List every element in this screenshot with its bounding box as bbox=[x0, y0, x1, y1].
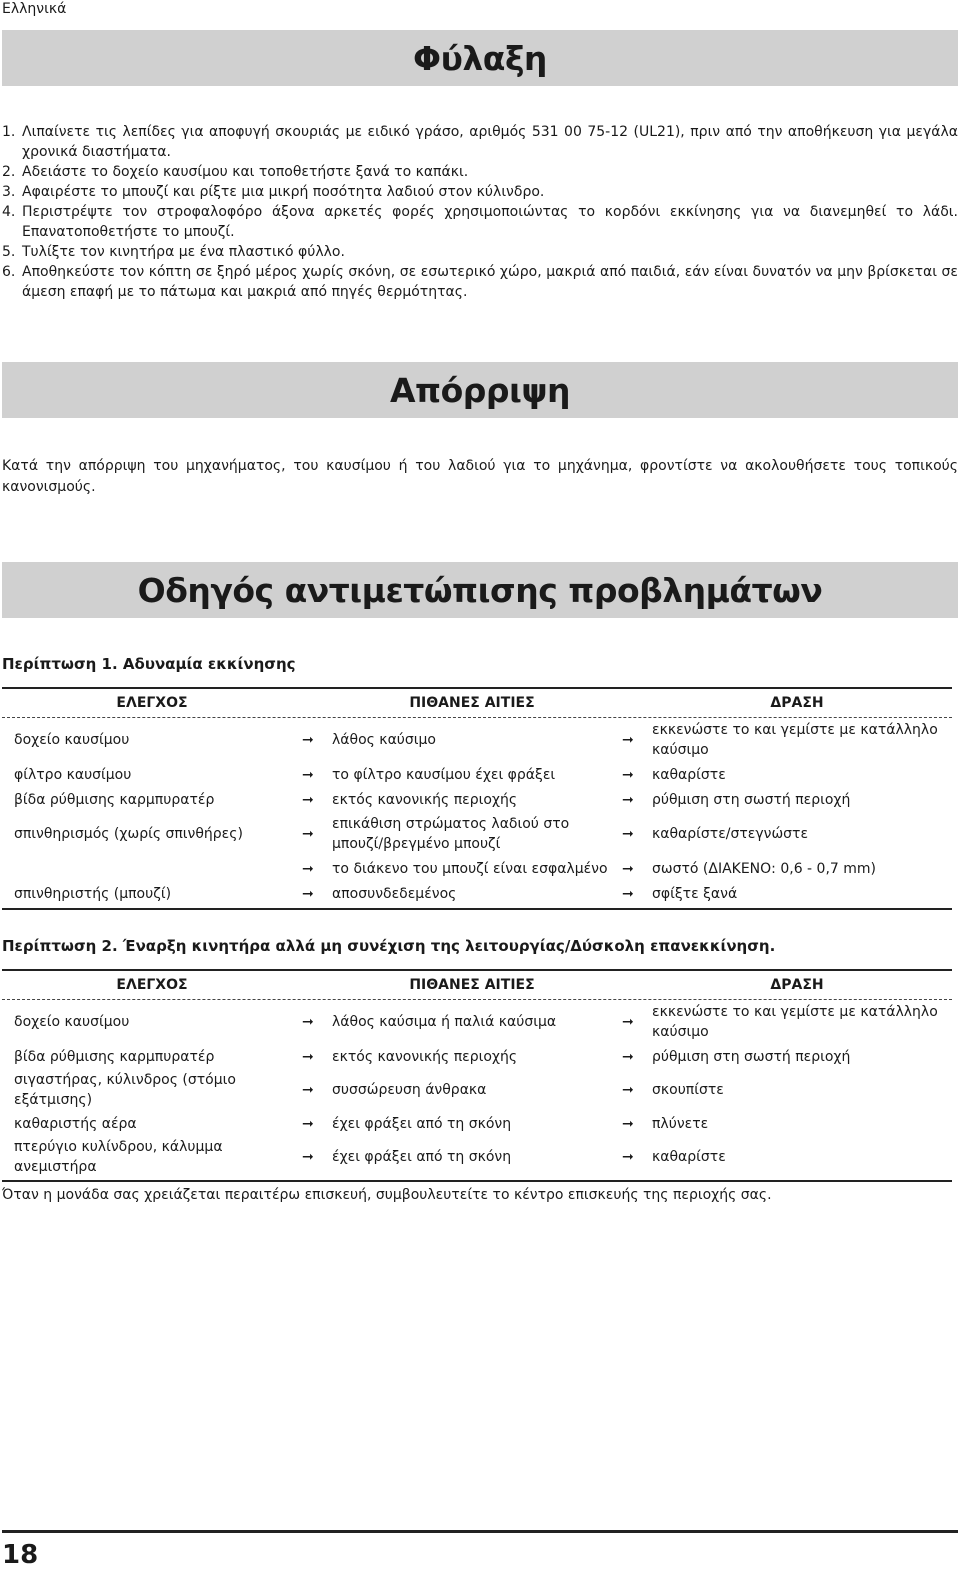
arrow-right-icon: ➞ bbox=[622, 826, 634, 842]
table-header bbox=[2, 969, 952, 1000]
arrow-right-icon: ➞ bbox=[302, 1115, 314, 1132]
list-item: 6. Αποθηκεύστε τον κόπτη σε ξηρό μέρος χωρίς σκόνη, σε εσωτερικό χώρο, μακριά από παιδιά, εάν είναι δυνατόν να μην βρίσκεται σε άμεση επαφή με το πάτωμα και μακριά από πηγές θερμότητας. bbox=[2, 264, 958, 300]
table-row: σιγαστήρας, κύλινδρος (στόμιο εξάτμισης) ➞ συσσώρευση άνθρακα ➞ σκουπίστε bbox=[14, 1072, 724, 1108]
header-causes: ΠΙΘΑΝΕΣ ΑΙΤΙΕΣ bbox=[409, 977, 535, 993]
storage-title: Φύλαξη bbox=[413, 38, 547, 78]
table-row: βίδα ρύθμισης καρμπυρατέρ ➞ εκτός κανονικής περιοχής ➞ ρύθμιση στη σωστή περιοχή bbox=[14, 1048, 851, 1065]
disposal-banner bbox=[2, 362, 958, 418]
list-item: 4. Περιστρέψτε τον στροφαλοφόρο άξονα αρκετές φορές χρησιμοποιώντας το κορδόνι εκκίνησης για να διανεμηθεί το λάδι. Επανατοποθετήστε το μπουζί. bbox=[2, 204, 958, 240]
arrow-right-icon: ➞ bbox=[622, 860, 634, 877]
arrow-right-icon: ➞ bbox=[302, 766, 314, 783]
troubleshooting-banner bbox=[2, 562, 958, 618]
bottom-rule bbox=[2, 1530, 958, 1533]
header-action: ΔΡΑΣΗ bbox=[770, 695, 824, 711]
table-body bbox=[2, 718, 952, 910]
table-row: σπινθηριστής (μπουζί) ➞ αποσυνδεδεμένος ➞ σφίξτε ξανά bbox=[14, 885, 738, 902]
list-item: 5. Τυλίξτε τον κινητήρα με ένα πλαστικό φύλλο. bbox=[2, 244, 345, 260]
arrow-right-icon: ➞ bbox=[302, 1149, 314, 1165]
table-header bbox=[2, 687, 952, 718]
arrow-right-icon: ➞ bbox=[302, 791, 314, 808]
arrow-right-icon: ➞ bbox=[622, 791, 634, 808]
case2-title: Περίπτωση 2. Έναρξη κινητήρα αλλά μη συνέχιση της λειτουργίας/Δύσκολη επανεκκίνηση. bbox=[2, 937, 776, 955]
repair-note: Όταν η μονάδα σας χρειάζεται περαιτέρω επισκευή, συμβουλευτείτε το κέντρο επισκευής της περιοχής σας. bbox=[2, 1187, 772, 1203]
arrow-right-icon: ➞ bbox=[302, 732, 314, 748]
header-check: ΕΛΕΓΧΟΣ bbox=[116, 977, 188, 993]
arrow-right-icon: ➞ bbox=[622, 1149, 634, 1165]
table-row: πτερύγιο κυλίνδρου, κάλυμμα ανεμιστήρα ➞ έχει φράξει από τη σκόνη ➞ καθαρίστε bbox=[14, 1139, 726, 1175]
table-row: φίλτρο καυσίμου ➞ το φίλτρο καυσίμου έχει φράξει ➞ καθαρίστε bbox=[14, 766, 726, 783]
arrow-right-icon: ➞ bbox=[622, 732, 634, 748]
table-row: δοχείο καυσίμου ➞ λάθος καύσιμα ή παλιά καύσιμα ➞ εκκενώστε το και γεμίστε με κατάλληλο καύσιμο bbox=[14, 1004, 938, 1040]
table-body bbox=[2, 1000, 952, 1182]
table-row: δοχείο καυσίμου ➞ λάθος καύσιμο ➞ εκκενώστε το και γεμίστε με κατάλληλο καύσιμο bbox=[14, 722, 938, 758]
language-label: Ελληνικά bbox=[2, 1, 67, 17]
list-item: 1. Λιπαίνετε τις λεπίδες για αποφυγή σκουριάς με ειδικό γράσο, αριθμός 531 00 75-12 (UL21), πριν από την αποθήκευση για μεγάλα χρονικά διαστήματα. bbox=[2, 124, 958, 160]
table-row: βίδα ρύθμισης καρμπυρατέρ ➞ εκτός κανονικής περιοχής ➞ ρύθμιση στη σωστή περιοχή bbox=[14, 791, 851, 808]
arrow-right-icon: ➞ bbox=[622, 1115, 634, 1132]
header-action: ΔΡΑΣΗ bbox=[770, 977, 824, 993]
disposal-title: Απόρριψη bbox=[389, 370, 571, 410]
arrow-right-icon: ➞ bbox=[622, 885, 634, 902]
arrow-right-icon: ➞ bbox=[302, 826, 314, 842]
storage-banner bbox=[2, 30, 958, 86]
storage-steps bbox=[2, 122, 958, 302]
header-causes: ΠΙΘΑΝΕΣ ΑΙΤΙΕΣ bbox=[409, 695, 535, 711]
arrow-right-icon: ➞ bbox=[302, 1082, 314, 1098]
arrow-right-icon: ➞ bbox=[302, 885, 314, 902]
arrow-right-icon: ➞ bbox=[302, 860, 314, 877]
list-item: 3. Αφαιρέστε το μπουζί και ρίξτε μια μικρή ποσότητα λαδιού στον κύλινδρο. bbox=[2, 184, 545, 200]
table-row: ➞ το διάκενο του μπουζί είναι εσφαλμένο ➞ σωστό (ΔΙΑΚΕΝΟ: 0,6 - 0,7 mm) bbox=[302, 860, 877, 877]
arrow-right-icon: ➞ bbox=[302, 1014, 314, 1030]
header-check: ΕΛΕΓΧΟΣ bbox=[116, 695, 188, 711]
arrow-right-icon: ➞ bbox=[622, 1048, 634, 1065]
table-row: σπινθηρισμός (χωρίς σπινθήρες) ➞ επικάθιση στρώματος λαδιού στο μπουζί/βρεγμένο μπουζί ➞ καθαρίστε/στεγνώστε bbox=[14, 816, 809, 852]
table-row: καθαριστής αέρα ➞ έχει φράξει από τη σκόνη ➞ πλύνετε bbox=[14, 1115, 709, 1132]
case2-table bbox=[2, 969, 952, 1182]
case1-table bbox=[2, 687, 952, 910]
disposal-text: Κατά την απόρριψη του μηχανήματος, του καυσίμου ή του λαδιού για το μηχάνημα, φροντίστε να ακολουθήσετε τους τοπικούς κανονισμούς. bbox=[2, 458, 958, 495]
case1-title: Περίπτωση 1. Αδυναμία εκκίνησης bbox=[2, 655, 296, 673]
arrow-right-icon: ➞ bbox=[622, 1082, 634, 1098]
arrow-right-icon: ➞ bbox=[302, 1048, 314, 1065]
arrow-right-icon: ➞ bbox=[622, 766, 634, 783]
list-item: 2. Αδειάστε το δοχείο καυσίμου και τοποθετήστε ξανά το καπάκι. bbox=[2, 164, 469, 180]
arrow-right-icon: ➞ bbox=[622, 1014, 634, 1030]
troubleshooting-title: Οδηγός αντιμετώπισης προβλημάτων bbox=[137, 570, 823, 610]
page-number: 18 bbox=[2, 1540, 39, 1570]
